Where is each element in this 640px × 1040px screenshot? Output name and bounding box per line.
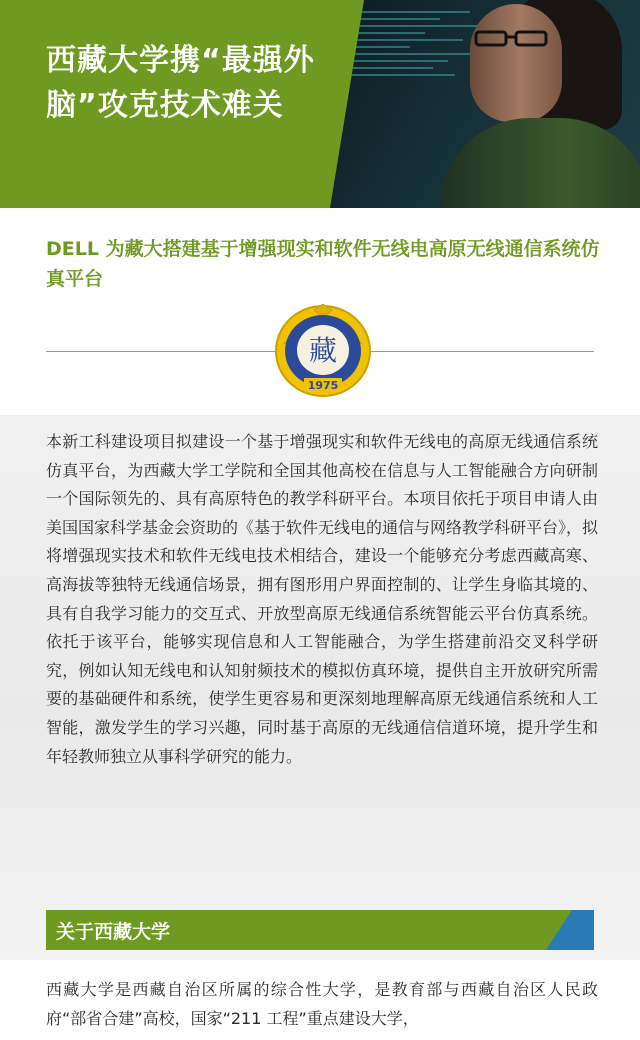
about-paragraph: 西藏大学是西藏自治区所属的综合性大学，是教育部与西藏自治区人民政府“部省合建”高校，国家“211 工程”重点建设大学， — [46, 980, 598, 1028]
about-title: 关于西藏大学 — [56, 921, 171, 943]
person-face — [470, 4, 562, 122]
page-title: 西藏大学携“最强外脑”攻克技术难关 — [46, 43, 315, 123]
emblem-year: 1975 — [307, 379, 339, 392]
about-accent-stripe — [546, 910, 594, 950]
divider-right — [370, 351, 594, 352]
header-banner — [0, 0, 640, 208]
university-emblem-icon — [274, 304, 372, 398]
subtitle: DELL 为藏大搭建基于增强现实和软件无线电高原无线通信系统仿真平台 — [46, 238, 600, 290]
intro-paragraph: 本新工科建设项目拟建设一个基于增强现实和软件无线电的高原无线通信系统仿真平台，为西藏大学工学院和全国其他高校在信息与人工智能融合方向研制一个国际领先的、具有高原特色的教学科研平台。本项目依托于项目申请人由美国国家科学基金会资助的《基于软件无线电的通信与网络教学科研平台》，拟将增强现实技术和软件无线电技术相结合，建设一个能够充分考虑西藏高寒、高海拔等独特无线通信场景，拥有图形用户界面控制的、让学生身临其境的、具有自我学习能力的交互式、开放型高原无线通信系统智能云平台仿真系统。依托于该平台，能够实现信息和人工智能融合，为学生搭建前沿交叉科学研究，例如认知无线电和认知射频技术的模拟仿真环境，提供自主开放研究所需要的基础硬件和系统，使学生更容易和更深刻地理解高原无线通信系统和人工智能，激发学生的学习兴趣，同时基于高原的无线通信信道环境，提升学生和年轻教师独立从事科学研究的能力。 — [46, 432, 599, 766]
hero-image — [330, 0, 640, 208]
about-section-header — [46, 910, 594, 950]
emblem-char: 藏 — [308, 334, 338, 367]
glasses-icon — [472, 30, 552, 48]
divider-left — [46, 351, 276, 352]
